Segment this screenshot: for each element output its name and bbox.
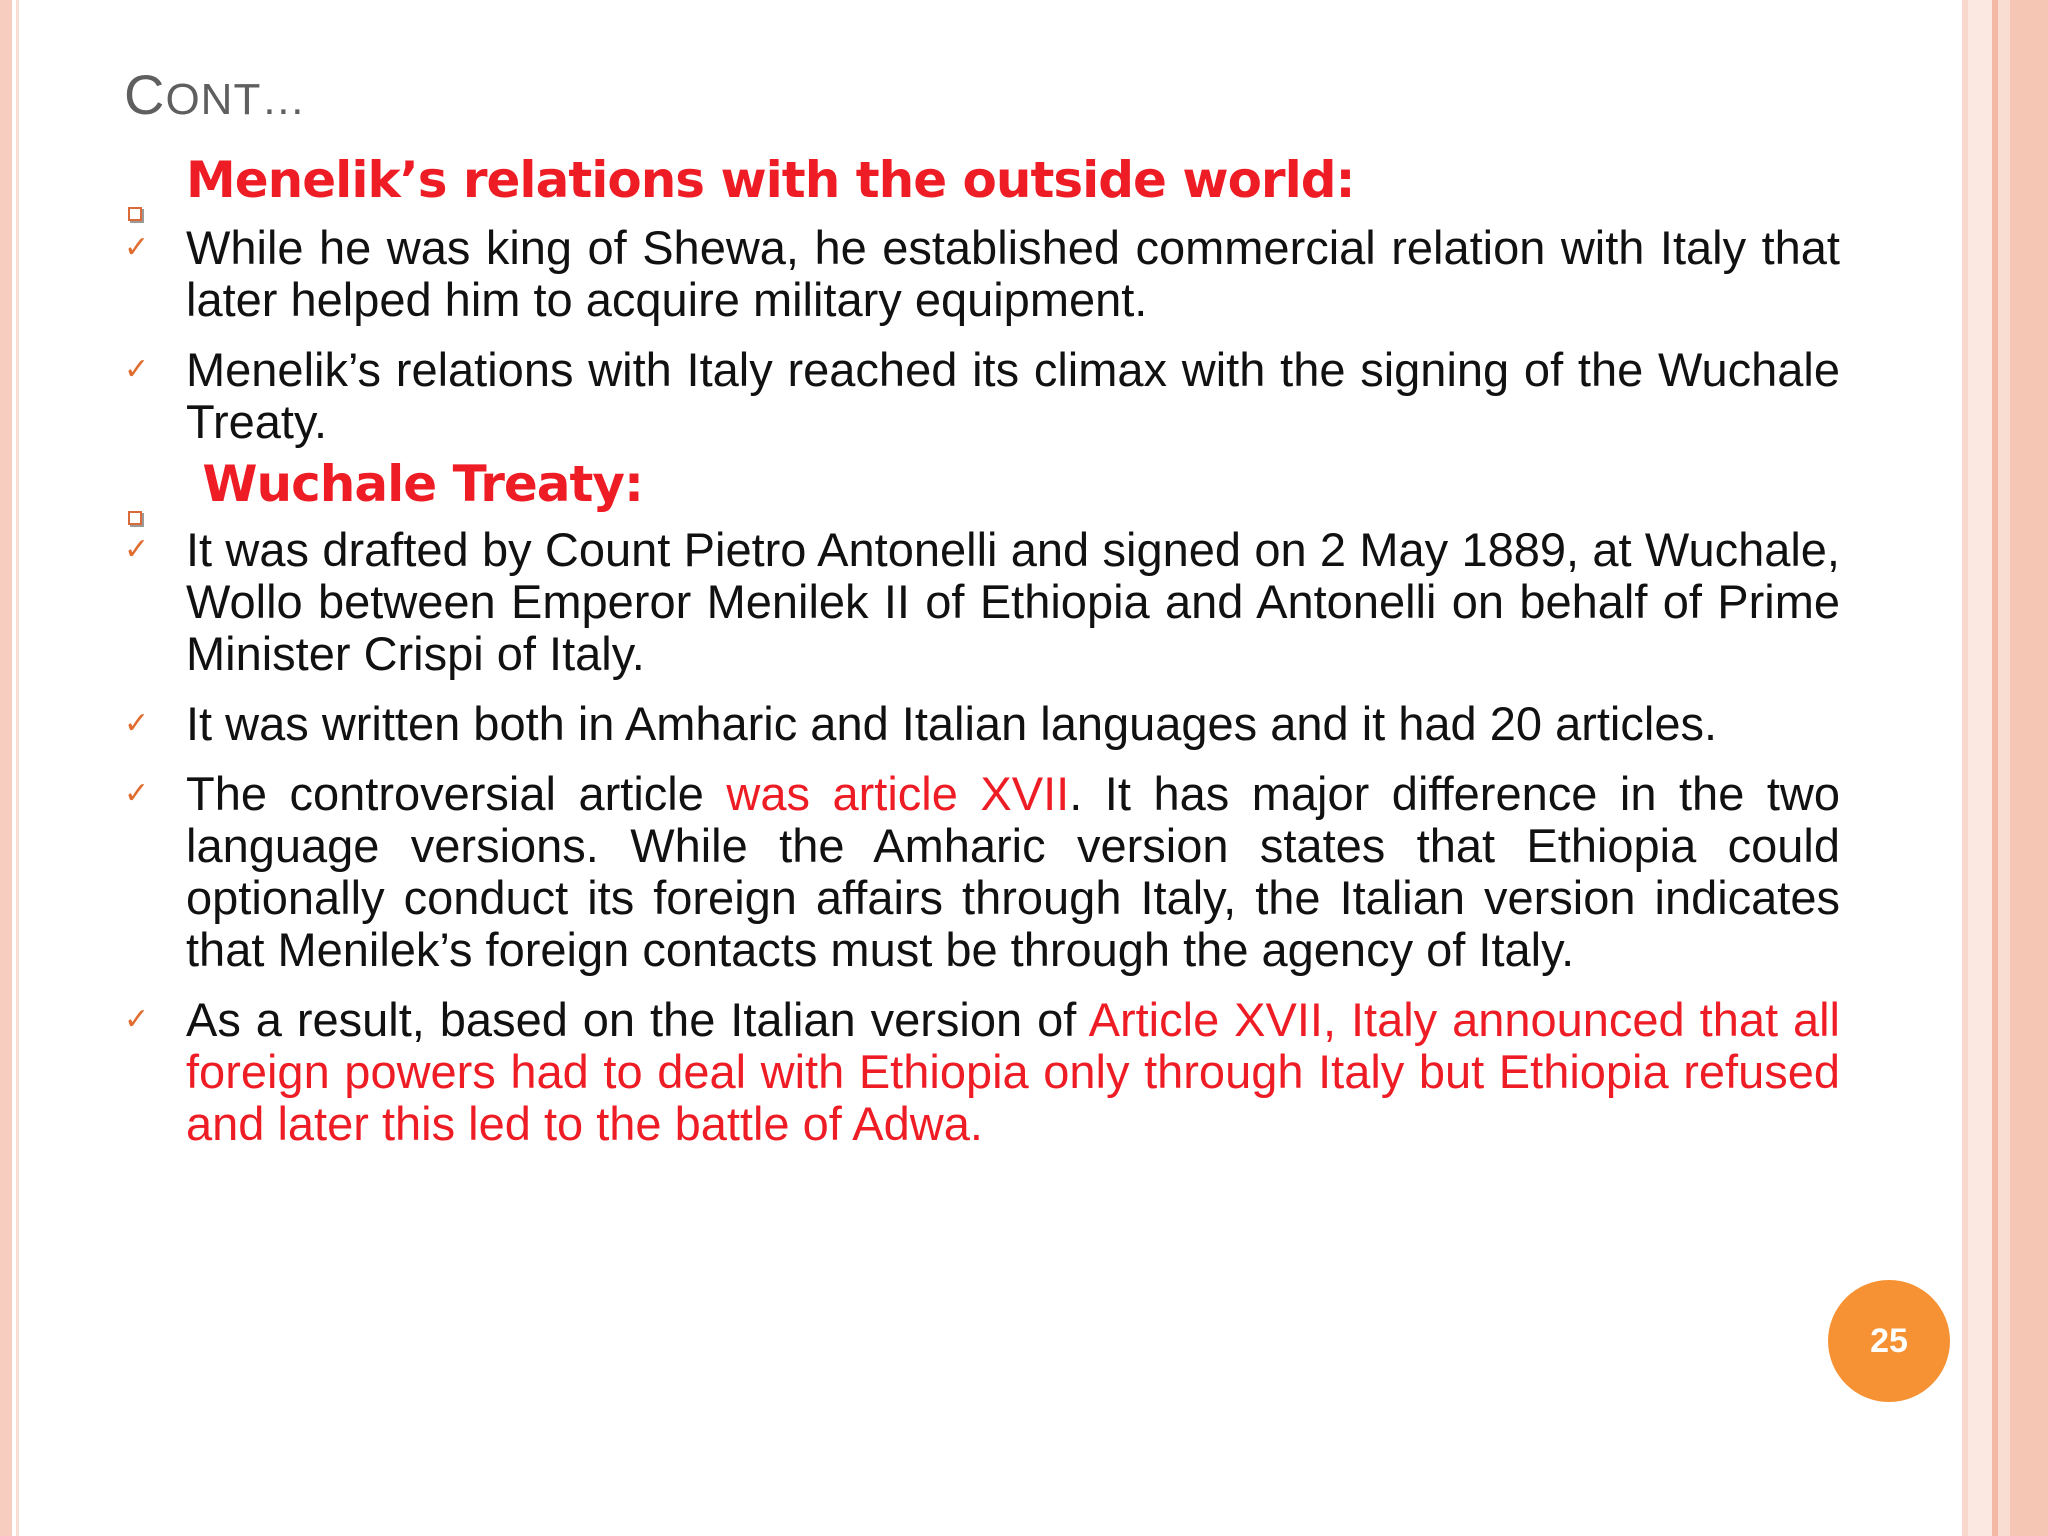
checkmark-icon: ✓ [124, 230, 150, 265]
left-border [0, 0, 12, 1536]
bullet-highlight: was article XVII [726, 767, 1070, 820]
checkmark-icon: ✓ [124, 352, 150, 387]
left-border-inner [16, 0, 19, 1536]
bullet-text-part: The controversial article [186, 767, 727, 820]
bullet-highlight: Article XVII, Italy announced that all foreign powers had to deal with Ethiopia only through Italy but Ethiopia refused and later this led to the battle of Adwa. [186, 993, 1840, 1150]
bullet-text-part: . It has major difference in the two language versions. While the Amharic version states that Ethiopia could optionally conduct its foreign affairs through Italy, the Italian version indicates that Menilek’s foreign contacts must be through the agency of Italy. [186, 767, 1840, 976]
bullet-shewa-commerce [124, 222, 1840, 326]
slide-title [124, 62, 306, 127]
bullet-article-xvii [124, 768, 1840, 976]
bullet-italy-climax [124, 344, 1840, 448]
section-heading-text: Menelik’s relations with the outside world: [186, 151, 1355, 209]
bullet-result [124, 994, 1840, 1150]
slide-title-rest: ONT… [165, 75, 307, 124]
right-border-stripe [2010, 0, 2048, 1536]
checkmark-icon: ✓ [124, 706, 150, 741]
slide-title-initial: C [124, 63, 166, 126]
checkmark-icon: ✓ [124, 776, 150, 811]
bullet-text-part: As a result, based on the Italian version of [186, 993, 1089, 1046]
section-heading-text: Wuchale Treaty: [186, 455, 643, 513]
bullet-drafted [124, 524, 1840, 680]
section-heading-wuchale [124, 454, 1840, 514]
page-number-badge: 25 [1828, 1280, 1950, 1402]
section-heading-relations [124, 150, 1840, 210]
bullet-text: It was written both in Amharic and Italian languages and it had 20 articles. [186, 697, 1718, 750]
bullet-text: Menelik’s relations with Italy reached its climax with the signing of the Wuchale Treaty. [186, 343, 1840, 448]
checkmark-icon: ✓ [124, 532, 150, 567]
bullet-languages [124, 698, 1840, 750]
bullet-text: While he was king of Shewa, he established commercial relation with Italy that later helped him to acquire military equipment. [186, 221, 1840, 326]
checkmark-icon: ✓ [124, 1002, 150, 1037]
bullet-text: It was drafted by Count Pietro Antonelli and signed on 2 May 1889, at Wuchale, Wollo between Emperor Menilek II of Ethiopia and Antonelli on behalf of Prime Minister Crispi of Italy. [186, 523, 1840, 680]
right-border-stripe [1968, 0, 1992, 1536]
right-border-stripe [1998, 0, 2010, 1536]
slide-content [124, 150, 1840, 1150]
